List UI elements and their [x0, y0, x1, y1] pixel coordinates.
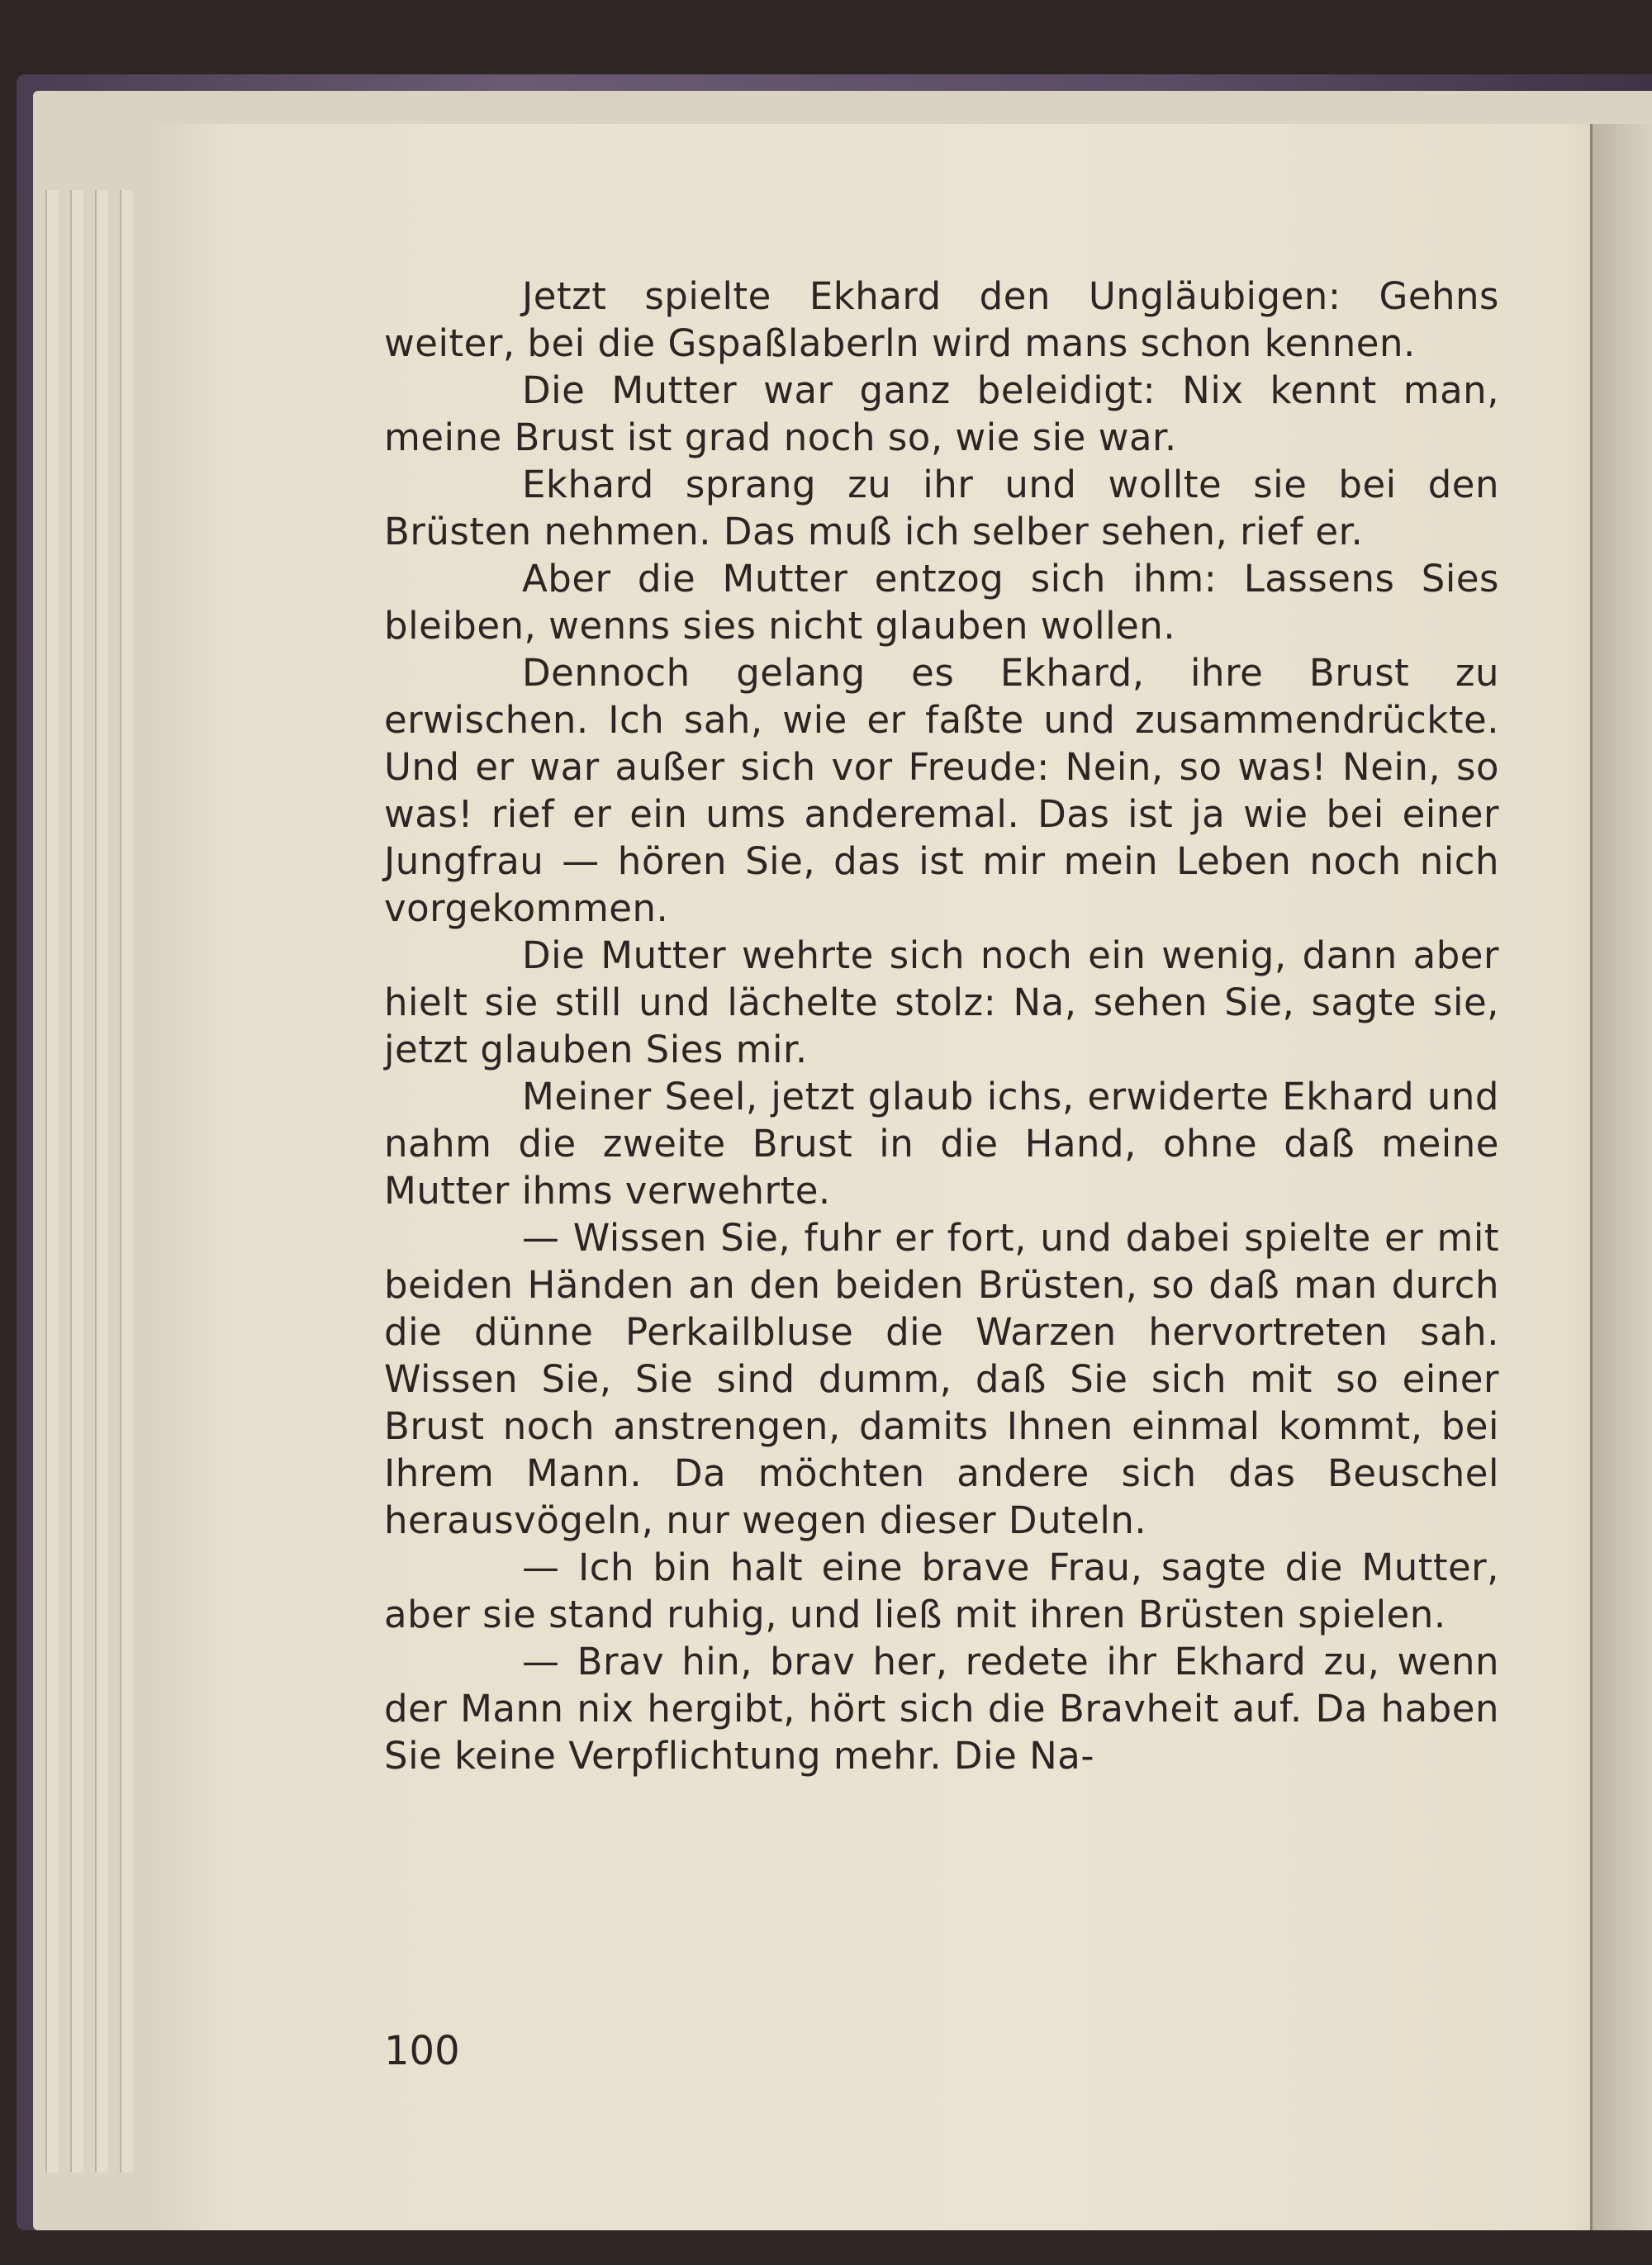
paragraph: — Brav hin, brav her, redete ihr Ekhard zu, wenn der Mann nix hergibt, hört sich die Bravheit auf. Da haben Sie keine Verpflichtung mehr. Die Na- — [384, 1640, 1499, 1778]
paragraph: Ekhard sprang zu ihr und wollte sie bei den Brüsten nehmen. Das muß ich selber sehen, rief er. — [384, 463, 1499, 553]
page-edge — [45, 190, 59, 2172]
paragraph: Dennoch gelang es Ekhard, ihre Brust zu erwischen. Ich sah, wie er faßte und zusammendrückte. Und er war außer sich vor Freude: Nein, so was! Nein, so was! rief er ein ums anderemal. Das ist ja wie bei einer Jungfrau — hören Sie, das ist mir mein Leben noch nich vorgekommen. — [384, 651, 1499, 930]
facing-page-edge — [1590, 124, 1652, 2230]
paragraph: Die Mutter wehrte sich noch ein wenig, dann aber hielt sie still und lächelte stolz: Na, sehen Sie, sagte sie, jetzt glauben Sies mir. — [384, 933, 1499, 1071]
paragraph: Meiner Seel, jetzt glaub ichs, erwiderte Ekhard und nahm die zweite Brust in die Hand, ohne daß meine Mutter ihms verwehrte. — [384, 1075, 1499, 1213]
paragraph: — Ich bin halt eine brave Frau, sagte die Mutter, aber sie stand ruhig, und ließ mit ihren Brüsten spielen. — [384, 1546, 1499, 1636]
paragraph: Jetzt spielte Ekhard den Ungläubigen: Gehns weiter, bei die Gspaßlaberln wird mans schon kennen. — [384, 274, 1499, 365]
page-number: 100 — [384, 2028, 460, 2074]
page-edge — [95, 190, 108, 2172]
paragraph: Aber die Mutter entzog sich ihm: Lassens Sies bleiben, wenns sies nicht glauben wollen. — [384, 557, 1499, 648]
page-text — [384, 273, 1499, 1779]
page-edge — [120, 190, 133, 2172]
paragraph: Die Mutter war ganz beleidigt: Nix kennt man, meine Brust ist grad noch so, wie sie war. — [384, 368, 1499, 459]
paragraph: — Wissen Sie, fuhr er fort, und dabei spielte er mit beiden Händen an den beiden Brüsten, so daß man durch die dünne Perkailbluse die Warzen hervortreten sah. Wissen Sie, Sie sind dumm, daß Sie sich mit so einer Brust noch anstrengen, damits Ihnen einmal kommt, bei Ihrem Mann. Da möchten andere sich das Beuschel herausvögeln, nur wegen dieser Duteln. — [384, 1216, 1499, 1542]
page-edge — [70, 190, 83, 2172]
